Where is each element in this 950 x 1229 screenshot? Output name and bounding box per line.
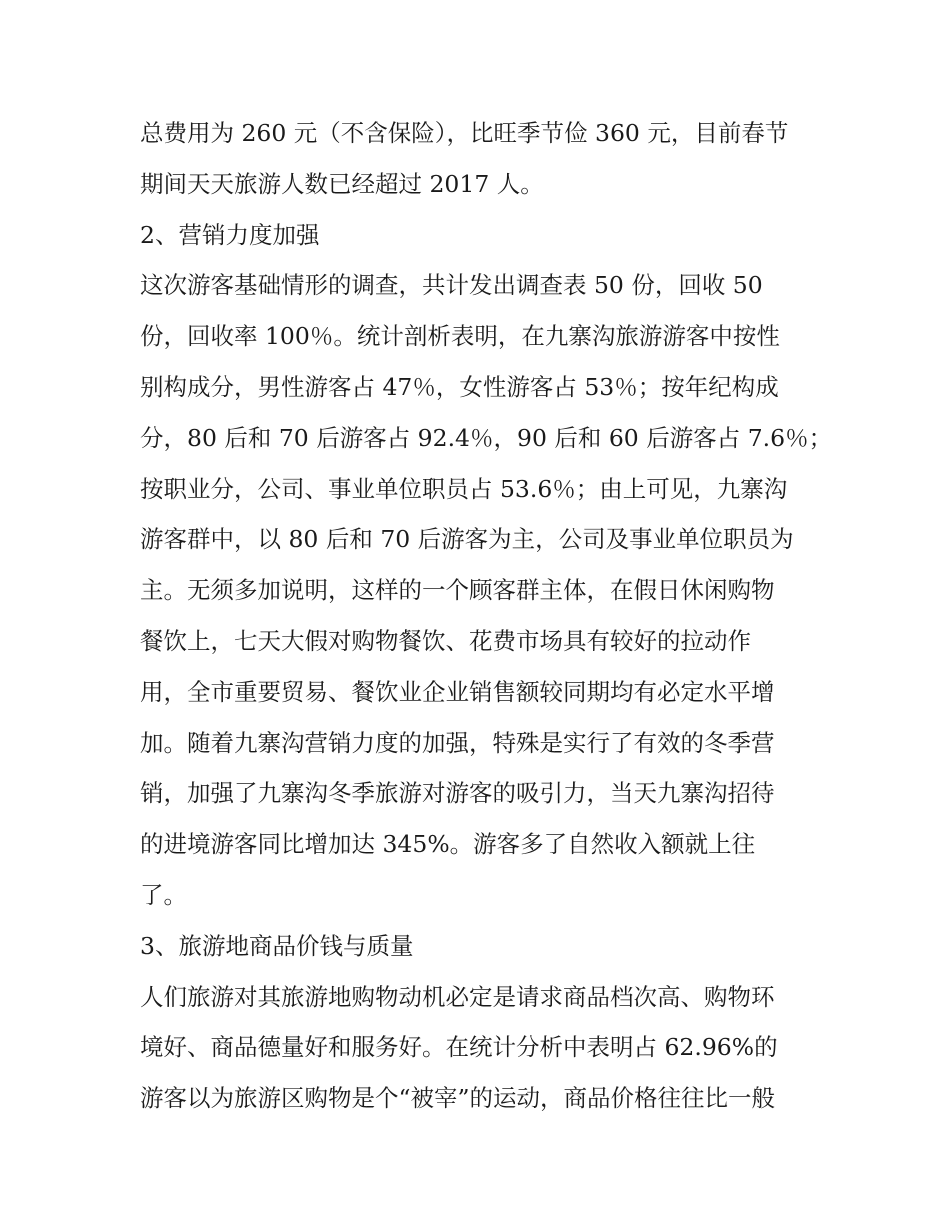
text-line: 加。随着九寨沟营销力度的加强，特殊是实行了有效的冬季营 xyxy=(140,728,775,757)
section-heading: 2、营销力度加强 xyxy=(140,220,320,249)
text-line: 销，加强了九寨沟冬季旅游对游客的吸引力，当天九寨沟招待 xyxy=(140,779,775,808)
text-line: 游客群中，以 80 后和 70 后游客为主，公司及事业单位职员为 xyxy=(140,525,794,554)
text-line: 游客以为旅游区购物是个“被宰”的运动，商品价格往往比一般 xyxy=(140,1084,776,1113)
text-line: 餐饮上，七天大假对购物餐饮、花费市场具有较好的拉动作 xyxy=(140,626,751,655)
text-line: 人们旅游对其旅游地购物动机必定是请求商品档次高、购物环 xyxy=(140,982,775,1011)
text-line: 按职业分，公司、事业单位职员占 53.6％；由上可见，九寨沟 xyxy=(140,474,788,503)
text-line: 份，回收率 100％。统计剖析表明，在九寨沟旅游游客中按性 xyxy=(140,322,780,351)
text-line: 用，全市重要贸易、餐饮业企业销售额较同期均有必定水平增 xyxy=(140,677,775,706)
text-line: 别构成分，男性游客占 47％，女性游客占 53％；按年纪构成 xyxy=(140,372,779,401)
text-line: 期间天天旅游人数已经超过 2017 人。 xyxy=(140,169,544,198)
section-heading: 3、旅游地商品价钱与质量 xyxy=(140,931,414,960)
text-line: 境好、商品德量好和服务好。在统计分析中表明占 62.96%的 xyxy=(140,1033,778,1062)
text-line: 主。无须多加说明，这样的一个顾客群主体，在假日休闲购物 xyxy=(140,576,775,605)
text-line: 总费用为 260 元（不含保险），比旺季节俭 360 元，目前春节 xyxy=(140,119,789,147)
text-line: 这次游客基础情形的调查，共计发出调查表 50 份，回收 50 xyxy=(140,271,763,300)
body-text xyxy=(140,108,833,1124)
text-line: 的进境游客同比增加达 345%。游客多了自然收入额就上往 xyxy=(140,830,756,859)
text-line: 分，80 后和 70 后游客占 92.4％，90 后和 60 后游客占 7.6％； xyxy=(140,423,833,452)
text-line: 了。 xyxy=(140,880,187,909)
